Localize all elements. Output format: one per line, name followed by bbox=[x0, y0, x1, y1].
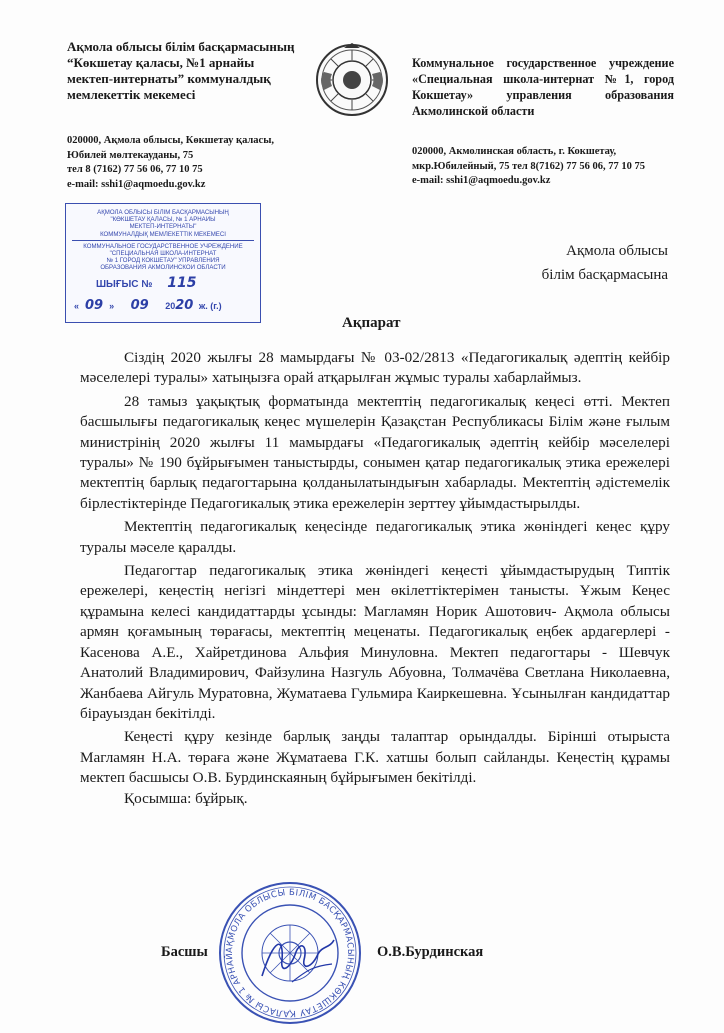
stamp-year: 20 bbox=[175, 298, 194, 313]
handwritten-signature bbox=[252, 930, 342, 986]
signatory-name: О.В.Бурдинская bbox=[377, 944, 484, 960]
stamp-date-row: « 09 » 09 2020 ж. (г.) bbox=[74, 298, 222, 313]
document-body bbox=[80, 348, 670, 809]
paragraph-3: Мектептің педагогикалық кеңесінде педагогикалық этика жөніндегі кеңес құру туралы мәселе қаралды. bbox=[80, 518, 670, 556]
header-left-address: 020000, Ақмола облысы, Көкшетау қаласы, Юбилей мөлтекауданы, 75 тел 8 (7162) 77 56 06, 77 10 75 e-mail: sshi1@aqmoedu.gov.kz bbox=[67, 135, 275, 190]
stamp-month: 09 bbox=[130, 298, 149, 313]
state-emblem-icon bbox=[314, 42, 390, 118]
paragraph-2: 28 тамыз ұақықтық форматында мектептің педагогикалық кеңесі өтті. Мектеп басшылығы педагогикалық кеңес мүшелерін Қазақстан Республикасы Білім және ғылым министрінің 2020 жылғы 11 мамырдағы «Педагогикалық әдептің кейбір мәселелері туралы» № 190 бұйрығымен таныстырды, сонымен қатар педагогикалық этика ережелері мектептің барлық педагогтарына қолданылатындығын хабарлады. Мектептің әдістемелік бірлестіктерінде Педагогикалық этика ережелерін зерттеу ұйымдастырылды. bbox=[80, 392, 670, 512]
signatory-position: Басшы bbox=[161, 944, 208, 960]
header-left-org: Ақмола облысы білім басқармасының “Көкшетау қаласы, №1 арнайы мектеп-интернаты” коммуналдық мемлекеттік мекемесі bbox=[67, 39, 295, 102]
paragraph-1: Сіздің 2020 жылғы 28 мамырдағы № 03-02/2813 «Педагогикалық әдептің кейбір мәселелері туралы» хатыңызға орай атқарылған жұмыс туралы хабарлаймыз. bbox=[80, 349, 670, 387]
outgoing-number-row: ШЫҒЫС № 115 bbox=[96, 275, 197, 291]
registration-stamp: АҚМОЛА ОБЛЫСЫ БІЛІМ БАСҚАРМАСЫНЫҢ "КӨКШЕТАУ ҚАЛАСЫ, № 1 АРНАЙЫ МЕКТЕП-ИНТЕРНАТЫ" КОММУНАЛДЫҚ МЕМЛЕКЕТТІК МЕКЕМЕСІ КОММУНАЛЬНОЕ ГОСУДАРСТВЕННОЕ УЧРЕЖДЕНИЕ "СПЕЦИАЛЬНАЯ ШКОЛА-ИНТЕРНАТ № 1 ГОРОД КОКШЕТАУ" УПРАВЛЕНИЯ ОБРАЗОВАНИЯ АКМОЛИНСКОЙ ОБЛАСТИ ШЫҒЫС № 115 « 09 » 09 2020 ж. (г.) bbox=[65, 203, 261, 323]
round-seal-text: АҚМОЛА ОБЛЫСЫ БІЛІМ БАСҚАРМАСЫНЫҢ КӨКШЕТАУ ҚАЛАСЫ № 1 АРНАЙ bbox=[224, 887, 356, 1019]
header-right-address: 020000, Акмолинская область, г. Кокшетау, мкр.Юбилейный, 75 тел 8(7162) 77 56 06, 77 10 75 e-mail: sshi1@aqmoedu.gov.kz bbox=[412, 146, 646, 186]
paragraph-4: Педагогтар педагогикалық этика жөніндегі кеңесті ұйымдастырудың Типтік ережелері, кеңестің негізгі міндеттері мен өкілеттіктерімен танысты. Ұжым Кеңес құрамына келесі кандидаттарды ұсынды: Магламян Норик Ашотович- Ақмола облысы армян қоғамының төрағасы, мектептің меценаты. Педагогикалық еңбек ардагерлері - Касенова А.Е., Хайретдинова Альфия Минуловна. Мектеп педагогтары - Шевчук Анатолий Владимирович, Файзулина Назгуль Абуовна, Толмачёва Светлана Николаевна, Жанбаева Айгуль Муратовна, Жуматаева Гульмира Каиркешевна. Ұсынылған кандидаттар бірауыздан бекітілді. bbox=[80, 562, 670, 722]
paragraph-6: Қосымша: бұйрық. bbox=[124, 789, 248, 807]
document-title: Ақпарат bbox=[342, 315, 401, 331]
header-right-org: Коммунальное государственное учреждение «Специальная школа-интернат №1, город Кокшетау» управления образования Акмолинской области bbox=[412, 56, 674, 118]
paragraph-5: Кеңесті құру кезінде барлық заңды талаптар орындалды. Бірінші отырыста Магламян Н.А. төраға және Жұматаева Г.К. хатшы болып сайланды. Кеңестің құрамы мектеп басшысы О.В. Бурдинскаяның бұйрығымен бекітілді. bbox=[80, 728, 670, 787]
addressee: Ақмола облысы білім басқармасына bbox=[541, 243, 668, 283]
outgoing-number: 115 bbox=[167, 275, 197, 291]
stamp-day: 09 bbox=[85, 298, 104, 313]
